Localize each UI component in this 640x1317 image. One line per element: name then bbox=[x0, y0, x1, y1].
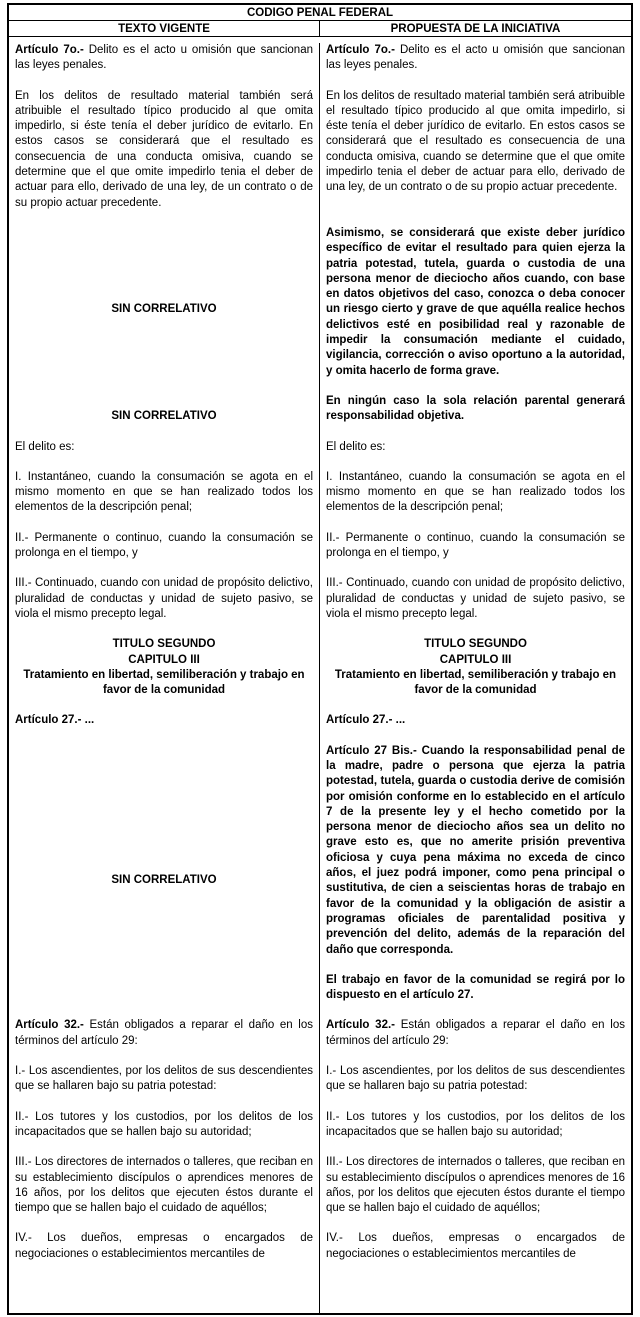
paragraph bbox=[326, 531, 625, 562]
text-span: Artículo 27 Bis.- Cuando la responsabilidad penal de la madre, padre o persona que ejerza la patria potestad, tutela, guarda o custodia derive de comisión por omisión conforme en lo establecido en el artículo 7 de la presente ley y el hecho cometido por la persona menor de dieciocho años sea un delito no grave esto es, que no amerite prisión preventiva oficiosa y cuya pena máxima no exceda de cinco años, el juez podrá imponer, como pena principal o sustitutiva, de cien a seiscientas horas de trabajo en favor de la comunidad y la obligación de asistir a programas oficiales de parentalidad positiva y prevención del delito, además de la reparación del daño que corresponda. bbox=[326, 744, 625, 956]
text-span: II.- Los tutores y los custodios, por los delitos de los incapacitados que se hallen bajo su autoridad; bbox=[15, 1110, 313, 1138]
table-row bbox=[9, 637, 631, 713]
table-row bbox=[9, 394, 631, 440]
table-row bbox=[9, 713, 631, 743]
text-span: IV.- Los dueños, empresas o encargados de negociaciones o establecimientos mercantiles de bbox=[326, 1232, 625, 1260]
table-row bbox=[9, 440, 631, 470]
paragraph bbox=[15, 43, 313, 74]
text-span: SIN CORRELATIVO bbox=[111, 874, 217, 887]
text-span: Artículo 27.- ... bbox=[326, 714, 406, 727]
text-span: II.- Los tutores y los custodios, por los delitos de los incapacitados que se hallen bajo su autoridad; bbox=[326, 1110, 625, 1138]
table-row bbox=[9, 1231, 631, 1277]
table-header-row bbox=[9, 21, 631, 37]
cell-propuesta bbox=[320, 744, 631, 1019]
table-row bbox=[9, 1155, 631, 1231]
text-span: III.- Los directores de internados o talleres, que reciban en su establecimiento discípulos o aprendices menores de 16 años, por los delitos que ejecuten éstos durante el tiempo que se hallen bajo el cuidado de aquéllos; bbox=[15, 1156, 313, 1215]
text-span: CAPITULO III bbox=[439, 653, 512, 666]
paragraph bbox=[326, 226, 625, 379]
cell-texto-vigente bbox=[9, 1018, 320, 1064]
text-span: II.- Permanente o continuo, cuando la consumación se prolonga en el tiempo, y bbox=[15, 531, 313, 560]
paragraph bbox=[326, 1018, 625, 1049]
text-span: Están obligados a reparar el daño en los términos del artículo 29: bbox=[15, 1019, 313, 1047]
cell-texto-vigente bbox=[9, 637, 320, 713]
paragraph bbox=[15, 1110, 313, 1141]
text-span: Artículo 7o.- bbox=[15, 44, 84, 56]
text-span: TITULO SEGUNDO bbox=[424, 638, 527, 651]
column-header-propuesta: PROPUESTA DE LA INICIATIVA bbox=[390, 23, 561, 35]
table-body bbox=[9, 37, 631, 1313]
cell-propuesta bbox=[320, 1064, 631, 1110]
table-row bbox=[9, 1064, 631, 1110]
text-span: CAPITULO III bbox=[128, 653, 200, 666]
table-row bbox=[9, 531, 631, 577]
cell-texto-vigente bbox=[9, 1155, 320, 1231]
paragraph bbox=[326, 744, 625, 958]
cell-propuesta bbox=[320, 43, 631, 89]
cell-propuesta bbox=[320, 470, 631, 531]
cell-propuesta bbox=[320, 394, 631, 440]
sin-correlativo-label bbox=[15, 873, 313, 888]
paragraph bbox=[15, 531, 313, 562]
section-heading bbox=[326, 668, 625, 699]
cell-propuesta bbox=[320, 1231, 631, 1277]
text-span: I. Instantáneo, cuando la consumación se agota en el mismo momento en que se han realizado todos los elementos de la descripción penal; bbox=[15, 470, 313, 514]
section-heading bbox=[326, 637, 625, 652]
cell-texto-vigente bbox=[9, 43, 320, 89]
paragraph bbox=[15, 1155, 313, 1216]
text-span: El trabajo en favor de la comunidad se regirá por lo dispuesto en el artículo 27. bbox=[326, 973, 625, 1002]
cell-propuesta bbox=[320, 637, 631, 713]
text-span: I.- Los ascendientes, por los delitos de sus descendientes que se hallaren bajo su patria potestad: bbox=[326, 1065, 625, 1093]
paragraph bbox=[326, 470, 625, 516]
paragraph bbox=[15, 1018, 313, 1049]
paragraph bbox=[326, 713, 625, 728]
table-row bbox=[9, 226, 631, 394]
cell-propuesta bbox=[320, 531, 631, 577]
paragraph bbox=[326, 1155, 625, 1216]
cell-texto-vigente bbox=[9, 1277, 320, 1313]
text-span: II.- Permanente o continuo, cuando la consumación se prolonga en el tiempo, y bbox=[326, 531, 625, 560]
text-span: Tratamiento en libertad, semiliberación y trabajo en favor de la comunidad bbox=[334, 668, 617, 697]
cell-propuesta bbox=[320, 1155, 631, 1231]
table-row bbox=[9, 470, 631, 531]
paragraph bbox=[326, 1231, 625, 1262]
text-span: I.- Los ascendientes, por los delitos de sus descendientes que se hallaren bajo su patria potestad: bbox=[15, 1065, 313, 1093]
text-span: En los delitos de resultado material también será atribuible el resultado típico producido al que omita impedirlo, si éste tenía el deber jurídico de evitarlo. En estos casos se considerará que el resultado es consecuencia de una conducta omisiva, cuando se determine que el que omite impedirlo tenia el deber de actuar para ello, derivado de una ley, de un contrato o de su propio actuar precedente. bbox=[326, 89, 625, 194]
section-heading bbox=[15, 668, 313, 699]
paragraph bbox=[326, 89, 625, 196]
text-span: Artículo 27.- ... bbox=[15, 714, 95, 727]
section-heading bbox=[326, 653, 625, 668]
paragraph bbox=[15, 89, 313, 211]
paragraph bbox=[15, 576, 313, 622]
text-span: Están obligados a reparar el daño en los términos del artículo 29: bbox=[326, 1019, 625, 1047]
cell-propuesta bbox=[320, 1018, 631, 1064]
text-span: III.- Continuado, cuando con unidad de propósito delictivo, pluralidad de conductas y unidad de sujeto pasivo, se viola el mismo precepto legal. bbox=[326, 577, 625, 620]
cell-texto-vigente bbox=[9, 713, 320, 743]
cell-propuesta bbox=[320, 713, 631, 743]
paragraph bbox=[326, 1110, 625, 1141]
sin-correlativo-label bbox=[15, 302, 313, 317]
comparison-table bbox=[7, 3, 633, 1315]
text-span: I. Instantáneo, cuando la consumación se agota en el mismo momento en que se han realizado todos los elementos de la descripción penal; bbox=[326, 470, 625, 514]
cell-texto-vigente bbox=[9, 394, 320, 440]
table-title: CODIGO PENAL FEDERAL bbox=[9, 5, 631, 21]
table-row bbox=[9, 89, 631, 226]
paragraph bbox=[15, 440, 313, 455]
text-span: Tratamiento en libertad, semiliberación y trabajo en favor de la comunidad bbox=[23, 668, 305, 697]
paragraph bbox=[15, 1064, 313, 1095]
cell-texto-vigente bbox=[9, 226, 320, 394]
table-row bbox=[9, 1018, 631, 1064]
cell-propuesta bbox=[320, 226, 631, 394]
text-span: En ningún caso la sola relación parental generará responsabilidad objetiva. bbox=[326, 394, 625, 423]
text-span: III.- Los directores de internados o talleres, que reciban en su establecimiento discípulos o aprendices menores de 16 años, por los delitos que ejecuten éstos durante el tiempo que se hallen bajo el cuidado de aquéllos; bbox=[326, 1156, 625, 1215]
text-span: SIN CORRELATIVO bbox=[111, 303, 217, 316]
paragraph bbox=[326, 576, 625, 622]
cell-texto-vigente bbox=[9, 531, 320, 577]
column-header-texto-vigente: TEXTO VIGENTE bbox=[9, 21, 320, 36]
cell-texto-vigente bbox=[9, 1110, 320, 1156]
text-span: Delito es el acto u omisión que sancionan las leyes penales. bbox=[15, 44, 313, 72]
table-row-filler bbox=[9, 1277, 631, 1313]
text-span: SIN CORRELATIVO bbox=[111, 410, 217, 423]
cell-texto-vigente bbox=[9, 576, 320, 637]
paragraph bbox=[326, 394, 625, 425]
paragraph bbox=[15, 1231, 313, 1262]
paragraph bbox=[15, 470, 313, 516]
table-row bbox=[9, 576, 631, 637]
cell-propuesta bbox=[320, 440, 631, 470]
paragraph bbox=[326, 43, 625, 74]
text-span: Asimismo, se considerará que existe deber jurídico específico de evitar el resultado para quien ejerza la patria potestad, tutela, guarda o custodia de una persona menor de dieciocho años cuando, con base en datos objetivos del caso, conozca o deba conocer un riesgo cierto y grave de que aquélla realice hechos delictivos esté en posibilidad real y razonable de impedir la consumación mediante el cuidado, vigilancia, corrección o aviso oportuno a la autoridad, y omita hacerlo de forma grave. bbox=[326, 226, 625, 377]
section-heading bbox=[15, 653, 313, 668]
text-span: IV.- Los dueños, empresas o encargados de negociaciones o establecimientos mercantiles de bbox=[15, 1232, 313, 1260]
text-span: El delito es: bbox=[15, 440, 75, 453]
table-row bbox=[9, 744, 631, 1019]
paragraph bbox=[326, 440, 625, 455]
cell-texto-vigente bbox=[9, 1231, 320, 1277]
cell-propuesta bbox=[320, 89, 631, 226]
text-span: El delito es: bbox=[326, 440, 386, 453]
paragraph bbox=[15, 713, 313, 728]
cell-propuesta bbox=[320, 1110, 631, 1156]
sin-correlativo-label bbox=[15, 409, 313, 424]
paragraph bbox=[326, 1064, 625, 1095]
paragraph bbox=[326, 973, 625, 1004]
text-span: Artículo 7o.- bbox=[326, 44, 395, 56]
cell-texto-vigente bbox=[9, 89, 320, 226]
cell-propuesta bbox=[320, 576, 631, 637]
cell-texto-vigente bbox=[9, 440, 320, 470]
text-span: Artículo 32.- bbox=[15, 1019, 84, 1032]
cell-propuesta bbox=[320, 1277, 631, 1313]
section-heading bbox=[15, 637, 313, 652]
cell-texto-vigente bbox=[9, 744, 320, 1019]
cell-texto-vigente bbox=[9, 1064, 320, 1110]
text-span: Delito es el acto u omisión que sancionan las leyes penales. bbox=[326, 44, 625, 72]
table-row bbox=[9, 1110, 631, 1156]
text-span: III.- Continuado, cuando con unidad de propósito delictivo, pluralidad de conductas y unidad de sujeto pasivo, se viola el mismo precepto legal. bbox=[15, 577, 313, 620]
text-span: Artículo 32.- bbox=[326, 1019, 395, 1032]
text-span: En los delitos de resultado material también será atribuible el resultado típico producido al que omita impedirlo, si éste tenía el deber jurídico de evitarlo. En estos casos se considerará que el resultado es consecuencia de una conducta omisiva, cuando se determine que el que omite impedirlo tenia el deber de actuar para ello, derivado de una ley, de un contrato o de su propio actuar precedente. bbox=[15, 89, 313, 209]
text-span: TITULO SEGUNDO bbox=[112, 638, 216, 651]
cell-texto-vigente bbox=[9, 470, 320, 531]
table-row bbox=[9, 43, 631, 89]
